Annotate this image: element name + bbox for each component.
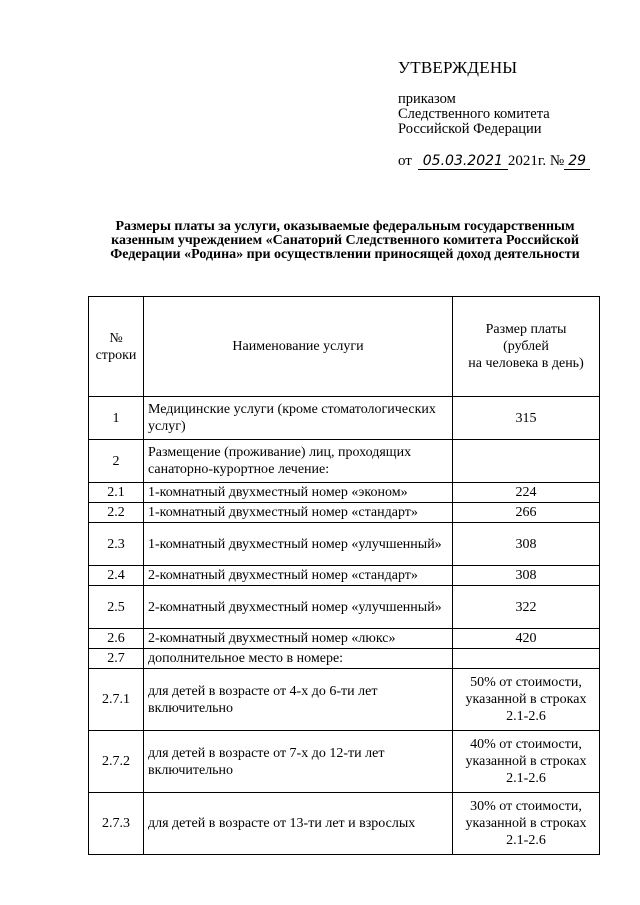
row-name: для детей в возрасте от 13-ти лет и взрослых <box>144 793 453 855</box>
approval-title: УТВЕРЖДЕНЫ <box>398 58 518 77</box>
row-name: 2-комнатный двухместный номер «люкс» <box>144 629 453 649</box>
table-row <box>89 397 600 440</box>
row-num: 2.3 <box>89 523 144 566</box>
row-name: 1-комнатный двухместный номер «улучшенный» <box>144 523 453 566</box>
date-suffix: 2021г. № <box>507 153 565 169</box>
row-name: 2-комнатный двухместный номер «стандарт» <box>144 566 453 586</box>
table-row <box>89 669 600 731</box>
row-name: дополнительное место в номере: <box>144 649 453 669</box>
row-name: Размещение (проживание) лиц, проходящих санаторно-курортное лечение: <box>144 440 453 483</box>
handwritten-date: 05.03.2021 <box>418 153 508 170</box>
approval-line-1: приказом <box>398 91 456 107</box>
row-name: 1-комнатный двухместный номер «эконом» <box>144 483 453 503</box>
header-num-symbol: № <box>109 330 123 346</box>
row-price: 30% от стоимости, указанной в строках 2.1-2.6 <box>453 793 600 855</box>
row-price: 40% от стоимости, указанной в строках 2.1-2.6 <box>453 731 600 793</box>
row-price: 308 <box>453 566 600 586</box>
row-num: 2.7.2 <box>89 731 144 793</box>
table-row <box>89 649 600 669</box>
row-name: Медицинские услуги (кроме стоматологических услуг) <box>144 397 453 440</box>
table-row <box>89 731 600 793</box>
header-price-line-1: Размер платы <box>485 322 567 337</box>
row-name: 1-комнатный двухместный номер «стандарт» <box>144 503 453 523</box>
row-name: для детей в возрасте от 7-х до 12-ти лет включительно <box>144 731 453 793</box>
approval-block <box>398 58 590 170</box>
table-row <box>89 793 600 855</box>
document-heading: Размеры платы за услуги, оказываемые федеральным государственным казенным учреждением «Санаторий Следственного комитета Российской Федерации «Родина» при осуществлении приносящей доход деятельности <box>110 219 580 262</box>
header-name: Наименование услуги <box>144 297 453 397</box>
header-num <box>89 297 144 397</box>
row-name: для детей в возрасте от 4-х до 6-ти лет включительно <box>144 669 453 731</box>
table-row <box>89 586 600 629</box>
row-price: 308 <box>453 523 600 566</box>
header-price <box>453 297 600 397</box>
approval-date <box>398 153 590 170</box>
row-price <box>453 440 600 483</box>
row-name: 2-комнатный двухместный номер «улучшенный» <box>144 586 453 629</box>
table-row <box>89 566 600 586</box>
table-row <box>89 523 600 566</box>
handwritten-number: 29 <box>564 153 590 170</box>
row-price: 50% от стоимости, указанной в строках 2.1-2.6 <box>453 669 600 731</box>
price-table <box>88 296 600 855</box>
approval-order <box>398 92 590 137</box>
row-num: 1 <box>89 397 144 440</box>
row-price: 322 <box>453 586 600 629</box>
row-price: 420 <box>453 629 600 649</box>
date-prefix: от <box>398 153 412 169</box>
approval-line-2: Следственного комитета <box>398 106 550 122</box>
row-price: 266 <box>453 503 600 523</box>
row-num: 2.6 <box>89 629 144 649</box>
approval-line-3: Российской Федерации <box>398 121 542 137</box>
row-num: 2.7 <box>89 649 144 669</box>
header-price-line-2: (рублей <box>503 339 549 354</box>
table-row <box>89 440 600 483</box>
table-row <box>89 629 600 649</box>
row-num: 2 <box>89 440 144 483</box>
row-num: 2.2 <box>89 503 144 523</box>
header-price-line-3: на человека в день) <box>468 356 584 371</box>
table-row <box>89 483 600 503</box>
row-num: 2.4 <box>89 566 144 586</box>
row-price: 224 <box>453 483 600 503</box>
row-price <box>453 649 600 669</box>
table-header-row <box>89 297 600 397</box>
table-row <box>89 503 600 523</box>
row-num: 2.7.3 <box>89 793 144 855</box>
row-price: 315 <box>453 397 600 440</box>
row-num: 2.7.1 <box>89 669 144 731</box>
header-num-label: строки <box>95 347 137 363</box>
row-num: 2.5 <box>89 586 144 629</box>
row-num: 2.1 <box>89 483 144 503</box>
